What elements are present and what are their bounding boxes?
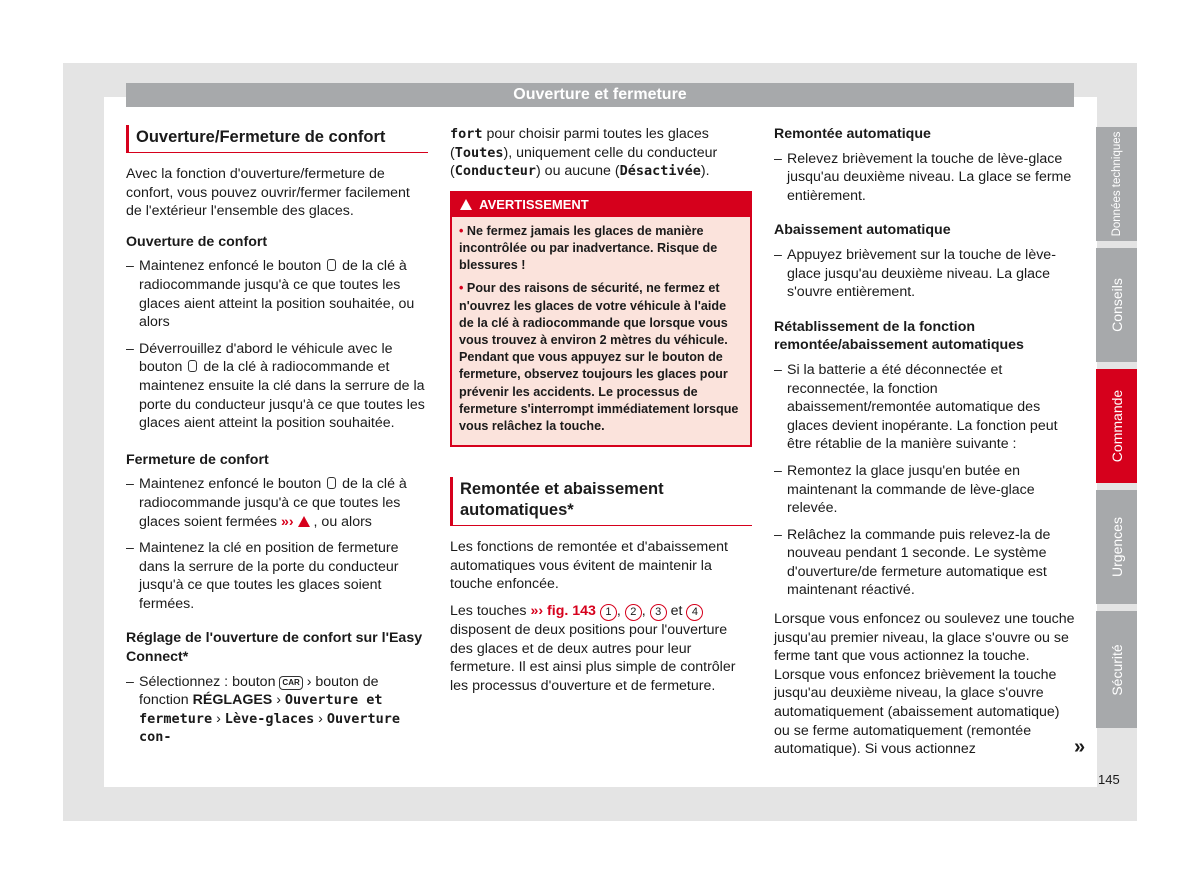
section-title-auto: Remontée et abaissement automatiques* (450, 477, 752, 526)
callout-2: 2 (625, 604, 642, 621)
figure-link[interactable]: »› fig. 143 (530, 603, 596, 619)
page-number: 145 (1098, 772, 1120, 787)
warning-triangle-icon (460, 199, 472, 210)
unlock-key-icon (327, 259, 336, 271)
subheading-reset: Rétablissement de la fonction remontée/abaissement automatiques (774, 318, 1024, 354)
list-item: – Sélectionnez : bouton CAR › bouton de fonction RÉGLAGES › Ouverture et fermeture › Lève-glaces › Ouverture con- (126, 673, 400, 746)
warning-triangle-icon (298, 516, 310, 527)
lock-key-icon (327, 477, 336, 489)
subheading-close: Fermeture de confort (126, 451, 269, 468)
tab-donnees-techniques[interactable]: Données techniques (1096, 127, 1137, 241)
unlock-key-icon (188, 360, 197, 372)
list-item: – Déverrouillez d'abord le véhicule avec le bouton de la clé à radiocommande et maintenez ensuite la clé dans la serrure de la porte du conducteur jusqu'à ce que toutes les glaces aient atteint la position souhaitée. (126, 340, 425, 432)
tab-urgences[interactable]: Urgences (1096, 490, 1137, 604)
list-item: – Relevez brièvement la touche de lève-glace jusqu'au deuxième niveau. La glace se ferme entièrement. (774, 150, 1072, 204)
warning-item: • Ne fermez jamais les glaces de manière incontrôlée ou par inadvertance. Risque de blessures ! (459, 223, 718, 273)
continued-paragraph: fort pour choisir parmi toutes les glaces (Toutes), uniquement celle du conducteur (Conducteur) ou aucune (Désactivée). (450, 126, 718, 180)
callout-1: 1 (600, 604, 617, 621)
list-item: – Remontez la glace jusqu'en butée en maintenant la commande de lève-glace relevée. (774, 462, 1035, 517)
subheading-auto-down: Abaissement automatique (774, 222, 951, 239)
list-item: – Maintenez enfoncé le bouton de la clé à radiocommande jusqu'à ce que toutes les glaces soient fermées »› , ou alors (126, 476, 407, 530)
list-item: – Appuyez brièvement sur la touche de lève-glace jusqu'au deuxième niveau. La glace s'ouvre entièrement. (774, 246, 1056, 301)
list-item: – Si la batterie a été déconnectée et reconnectée, la fonction abaissement/remontée automatique des glaces devient inopérante. La fonction peut être rétablie de la manière suivante : (774, 361, 1058, 453)
column-2 (450, 125, 752, 703)
callout-3: 3 (650, 604, 667, 621)
column-1 (126, 125, 428, 755)
page-header: Ouverture et fermeture (126, 83, 1074, 107)
tab-securite[interactable]: Sécurité (1096, 611, 1137, 728)
tab-conseils[interactable]: Conseils (1096, 248, 1137, 362)
paragraph: Les fonctions de remontée et d'abaissement automatiques vous évitent de maintenir la touche enfoncée. (450, 539, 728, 593)
tab-commande[interactable]: Commande (1096, 369, 1137, 483)
list-item: – Relâchez la commande puis relevez-la de nouveau pendant 1 seconde. Le système d'ouverture/de fermeture automatique est maintenant réactivé. (774, 526, 1051, 599)
warning-item: • Pour des raisons de sécurité, ne fermez et n'ouvrez les glaces de votre véhicule à l'aide de la clé à radiocommande que lorsque vous vous trouvez à environ 2 mètres du véhicule. Pendant que vous appuyez sur le bouton de fermeture, observez toujours les glaces pour prévenir les accidents. Le processus de fermeture s'interrompt immédiatement lorsque vous relâchez la touche. (459, 281, 739, 434)
subheading-auto-up: Remontée automatique (774, 126, 931, 142)
subheading-easy-connect: Réglage de l'ouverture de confort sur l'Easy Connect* (126, 630, 423, 666)
list-item: – Maintenez la clé en position de fermeture dans la serrure de la porte du conducteur jusqu'à ce que toutes les glaces soient fermées. (126, 540, 399, 612)
subheading-open: Ouverture de confort (126, 233, 268, 250)
intro-paragraph: Avec la fonction d'ouverture/fermeture de confort, vous pouvez ouvrir/fermer facilement de l'extérieur l'ensemble des glaces. (126, 166, 410, 220)
callout-4: 4 (686, 604, 703, 621)
warning-box (450, 191, 752, 447)
cross-reference-arrows[interactable]: »› (280, 513, 294, 530)
continued-arrow: » (1074, 736, 1086, 758)
paragraph: Les touches »› fig. 143 1 , 2 , 3 et 4 disposent de deux positions pour l'ouverture des glaces et de deux autres pour leur fermeture. Il est ainsi plus simple de contrôler les processus d'ouverture et de fermeture. (450, 603, 736, 694)
warning-header: AVERTISSEMENT (452, 193, 750, 217)
paragraph: Lorsque vous enfoncez ou soulevez une touche jusqu'au premier niveau, la glace s'ouvre ou se ferme tant que vous actionnez la touche. Lorsque vous enfoncez brièvement la touche jusqu'au deuxième niveau, la glace s'ouvre automatiquement (abaissement automatique) ou se ferme automatiquement (remontée automatique). Si vous actionnez (774, 611, 1075, 758)
car-button-icon: CAR (279, 676, 302, 690)
column-3 (774, 125, 1076, 767)
list-item: – Maintenez enfoncé le bouton de la clé à radiocommande jusqu'à ce que toutes les glaces aient atteint la position souhaitée, ou alors (126, 258, 415, 331)
section-title-comfort: Ouverture/Fermeture de confort (126, 125, 428, 153)
